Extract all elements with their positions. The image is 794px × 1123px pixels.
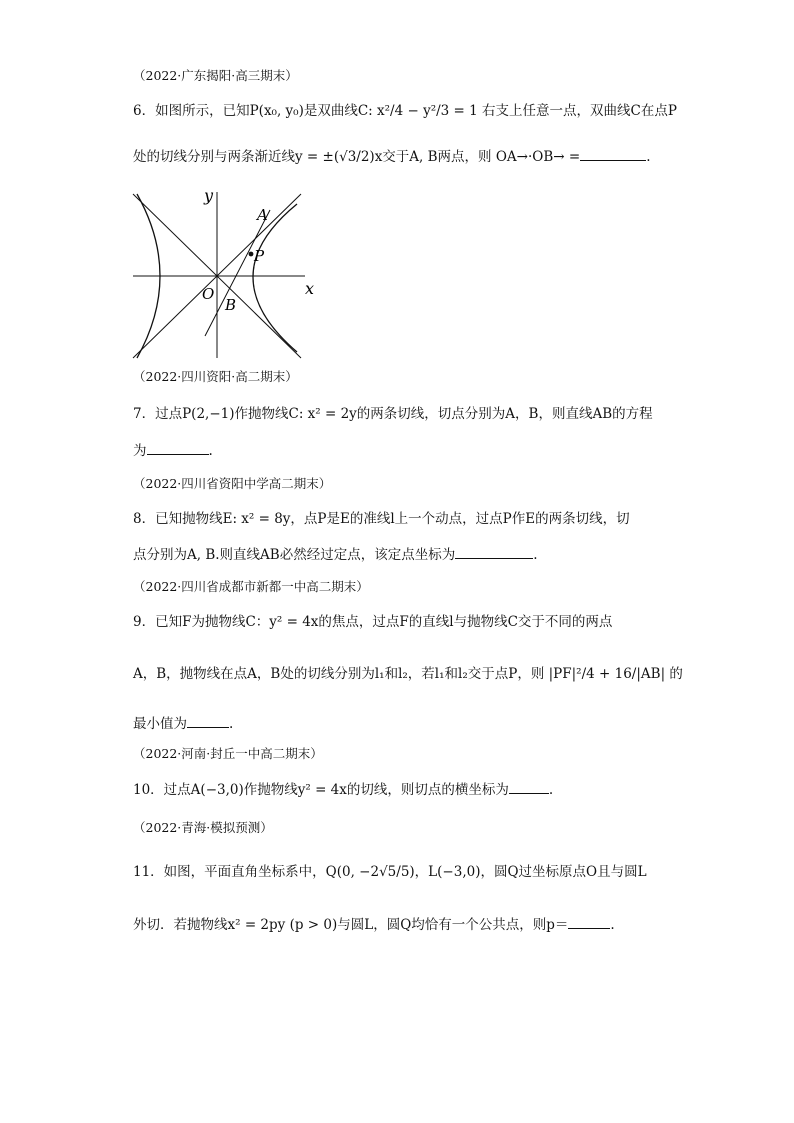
q6-source: （2022·广东揭阳·高三期末） <box>133 68 298 83</box>
q6-stem-line2: 处的切线分别与两条渐近线y = ±(√3/2)x交于A, B两点，则 OA→·OB→ = . <box>133 146 650 167</box>
q6-answer-blank[interactable] <box>580 146 646 161</box>
q11-answer-blank[interactable] <box>568 914 610 929</box>
q8-stem-line2: 点分别为A, B.则直线AB必然经过定点，该定点坐标为 . <box>133 544 538 565</box>
q11-stem-line1: 11．如图，平面直角坐标系中，Q(0, −2√5/5)，L(−3,0)，圆Q过坐标原点O且与圆L <box>133 864 647 880</box>
hyperbola-right-branch <box>253 204 297 352</box>
label-o: O <box>202 285 215 303</box>
q10-answer-blank[interactable] <box>509 779 549 794</box>
q9-source: （2022·四川省成都市新都一中高二期末） <box>133 579 369 594</box>
q6-stem-line1: 6．如图所示，已知P(x₀, y₀)是双曲线C: x²/4 − y²/3 = 1 右支上任意一点，双曲线C在点P <box>133 103 677 119</box>
label-y: y <box>204 186 214 205</box>
q9-stem-line1: 9．已知F为抛物线C：y² = 4x的焦点，过点F的直线l与抛物线C交于不同的两点 <box>133 614 613 630</box>
point-p <box>249 252 254 257</box>
q10-source: （2022·河南·封丘一中高二期末） <box>133 746 323 761</box>
q8-source: （2022·四川省资阳中学高二期末） <box>133 476 332 491</box>
q9-stem-line2: A，B，抛物线在点A，B处的切线分别为l₁和l₂，若l₁和l₂交于点P，则 |PF|²/4 + 16/|AB| 的 <box>133 666 683 682</box>
label-a: A <box>257 206 268 224</box>
q9-stem-line3: 最小值为 . <box>133 713 233 734</box>
q7-answer-blank[interactable] <box>147 440 209 455</box>
q10-stem-line1: 10．过点A(−3,0)作抛物线y² = 4x的切线，则切点的横坐标为 . <box>133 779 553 800</box>
label-x: x <box>305 279 315 298</box>
tangent-line <box>205 210 270 336</box>
q8-answer-blank[interactable] <box>455 544 533 559</box>
q6-stem-line2-text: 处的切线分别与两条渐近线y = ±(√3/2)x交于A, B两点，则 OA→·OB→ = <box>133 149 581 165</box>
q11-stem-line2: 外切．若抛物线x² = 2py (p > 0)与圆L，圆Q均恰有一个公共点，则p＝ . <box>133 914 615 935</box>
q8-stem-line1: 8．已知抛物线E: x² = 8y，点P是E的准线l上一个动点，过点P作E的两条切线，切 <box>133 511 630 527</box>
hyperbola-figure <box>133 186 313 358</box>
q7-source: （2022·四川资阳·高二期末） <box>133 369 298 384</box>
q7-stem-line1: 7．过点P(2,−1)作抛物线C: x² = 2y的两条切线，切点分别为A，B，则直线AB的方程 <box>133 406 653 422</box>
label-p: P <box>254 247 265 265</box>
q11-source: （2022·青海·模拟预测） <box>133 820 273 835</box>
label-b: B <box>225 296 237 314</box>
q7-stem-line2: 为 . <box>133 440 213 461</box>
q9-answer-blank[interactable] <box>187 713 229 728</box>
